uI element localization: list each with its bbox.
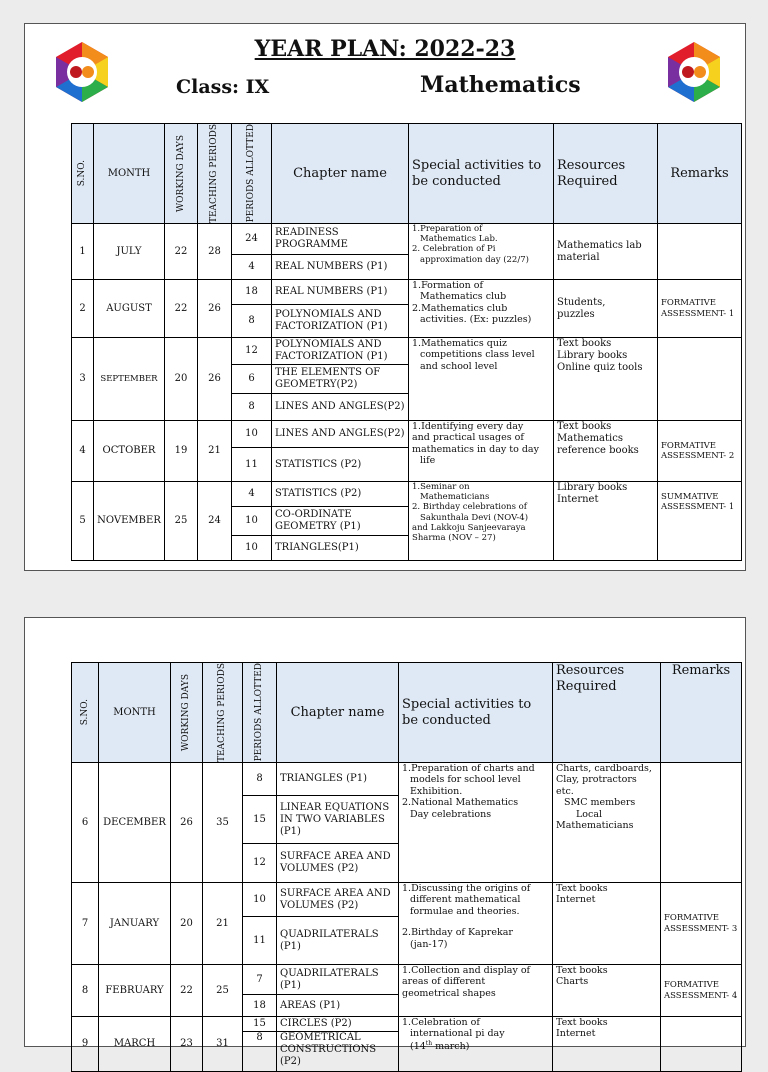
periods-cell: 8 — [243, 763, 277, 796]
table-row-january — [72, 883, 742, 917]
chapter-cell: TRIANGLES (P1) — [277, 763, 399, 796]
resources-cell: Text books Library books Online quiz tools — [554, 338, 658, 421]
periods-cell: 10 — [232, 507, 272, 536]
teaching-periods-cell: 24 — [198, 482, 232, 561]
teaching-periods-cell: 26 — [198, 338, 232, 421]
sno-cell: 4 — [72, 421, 94, 482]
periods-cell: 4 — [232, 482, 272, 507]
periods-cell: 6 — [232, 365, 272, 394]
activities-cell: 1.Discussing the origins of different mathematical formulae and theories. 2.Birthday of Kaprekar (jan-17) — [399, 883, 553, 965]
col-resources: Resources Required — [554, 124, 658, 224]
periods-cell: 8 — [232, 394, 272, 421]
remarks-cell — [661, 1017, 742, 1072]
year-plan-table-2 — [71, 662, 742, 1072]
sno-cell: 8 — [72, 965, 99, 1017]
col-month: MONTH — [94, 124, 165, 224]
chapter-cell: POLYNOMIALS AND FACTORIZATION (P1) — [272, 338, 409, 365]
chapter-cell: REAL NUMBERS (P1) — [272, 280, 409, 305]
remarks-cell — [658, 338, 742, 421]
chapter-cell: TRIANGLES(P1) — [272, 536, 409, 561]
col-chapter: Chapter name — [277, 663, 399, 763]
resources-cell: Text books Internet — [553, 883, 661, 965]
periods-cell: 11 — [232, 448, 272, 482]
working-days-cell: 20 — [171, 883, 203, 965]
activities-cell: 1.Formation of Mathematics club 2.Mathematics club activities. (Ex: puzzles) — [409, 280, 554, 338]
periods-cell: 12 — [232, 338, 272, 365]
periods-cell: 4 — [232, 255, 272, 280]
activities-cell: 1.Mathematics quiz competitions class level and school level — [409, 338, 554, 421]
table-row-october — [72, 421, 742, 448]
working-days-cell: 22 — [171, 965, 203, 1017]
table-row-september — [72, 338, 742, 365]
chapter-cell: AREAS (P1) — [277, 995, 399, 1017]
remarks-cell: FORMATIVE ASSESSMENT- 3 — [661, 883, 742, 965]
periods-cell: 18 — [243, 995, 277, 1017]
month-cell: FEBRUARY — [99, 965, 171, 1017]
chapter-cell: LINES AND ANGLES(P2) — [272, 421, 409, 448]
col-special-activities: Special activities to be conducted — [409, 124, 554, 224]
periods-cell: 15 — [243, 1017, 277, 1032]
periods-cell: 11 — [243, 917, 277, 965]
col-sno: S.NO. — [72, 124, 94, 224]
col-working-days: WORKING DAYS — [171, 663, 203, 763]
remarks-cell: FORMATIVE ASSESSMENT- 4 — [661, 965, 742, 1017]
col-periods-allotted: PERIODS ALLOTTED — [243, 663, 277, 763]
chapter-cell: READINESS PROGRAMME — [272, 224, 409, 255]
sno-cell: 9 — [72, 1017, 99, 1072]
working-days-cell: 22 — [165, 280, 198, 338]
class-label: Class: IX — [176, 76, 270, 98]
table-header-row — [72, 663, 742, 763]
resources-cell: Text books Mathematics reference books — [554, 421, 658, 482]
subject-label: Mathematics — [420, 72, 581, 98]
periods-cell: 18 — [232, 280, 272, 305]
periods-cell: 15 — [243, 796, 277, 844]
chapter-cell: REAL NUMBERS (P1) — [272, 255, 409, 280]
month-cell: NOVEMBER — [94, 482, 165, 561]
remarks-cell: SUMMATIVE ASSESSMENT- 1 — [658, 482, 742, 561]
month-cell: AUGUST — [94, 280, 165, 338]
chapter-cell: SURFACE AREA AND VOLUMES (P2) — [277, 883, 399, 917]
month-cell: SEPTEMBER — [94, 338, 165, 421]
teaching-periods-cell: 31 — [203, 1017, 243, 1072]
col-teaching-periods: TEACHING PERIODS — [198, 124, 232, 224]
remarks-cell: FORMATIVE ASSESSMENT- 2 — [658, 421, 742, 482]
col-resources: Resources Required — [553, 663, 661, 763]
col-remarks: Remarks — [658, 124, 742, 224]
working-days-cell: 25 — [165, 482, 198, 561]
activities-cell: 1.Preparation of Mathematics Lab. 2. Celebration of Pi approximation day (22/7) — [409, 224, 554, 280]
chapter-cell: POLYNOMIALS AND FACTORIZATION (P1) — [272, 305, 409, 338]
resources-cell: Charts, cardboards, Clay, protractors etc. SMC members Local Mathematicians — [553, 763, 661, 883]
working-days-cell: 19 — [165, 421, 198, 482]
teaching-periods-cell: 26 — [198, 280, 232, 338]
page-1 — [24, 23, 746, 571]
activities-cell: 1.Seminar on Mathematicians 2. Birthday celebrations of Sakunthala Devi (NOV-4) and Lakkoju Sanjeevaraya Sharma (NOV – 27) — [409, 482, 554, 561]
teaching-periods-cell: 21 — [198, 421, 232, 482]
chapter-cell: STATISTICS (P2) — [272, 448, 409, 482]
month-cell: MARCH — [99, 1017, 171, 1072]
remarks-cell — [658, 224, 742, 280]
table-header-row — [72, 124, 742, 224]
periods-cell: 10 — [232, 421, 272, 448]
page-title: YEAR PLAN: 2022-23 — [254, 36, 516, 62]
teaching-periods-cell: 25 — [203, 965, 243, 1017]
col-chapter: Chapter name — [272, 124, 409, 224]
month-cell: JANUARY — [99, 883, 171, 965]
resources-cell: Library books Internet — [554, 482, 658, 561]
teaching-periods-cell: 21 — [203, 883, 243, 965]
working-days-cell: 22 — [165, 224, 198, 280]
working-days-cell: 20 — [165, 338, 198, 421]
chapter-cell: SURFACE AREA AND VOLUMES (P2) — [277, 844, 399, 883]
chapter-cell: QUADRILATERALS (P1) — [277, 917, 399, 965]
table-row-march — [72, 1017, 742, 1032]
remarks-cell — [661, 763, 742, 883]
remarks-cell: FORMATIVE ASSESSMENT- 1 — [658, 280, 742, 338]
periods-cell: 8 — [243, 1032, 277, 1072]
teaching-periods-cell: 35 — [203, 763, 243, 883]
chapter-cell: CIRCLES (P2) — [277, 1017, 399, 1032]
periods-cell: 7 — [243, 965, 277, 995]
activities-cell: 1.Preparation of charts and models for school level Exhibition. 2.National Mathematics Day celebrations — [399, 763, 553, 883]
resources-cell: Text books Charts — [553, 965, 661, 1017]
month-cell: OCTOBER — [94, 421, 165, 482]
col-sno: S.NO. — [72, 663, 99, 763]
col-special-activities: Special activities to be conducted — [399, 663, 553, 763]
activities-cell: 1.Collection and display of areas of different geometrical shapes — [399, 965, 553, 1017]
month-cell: JULY — [94, 224, 165, 280]
sno-cell: 5 — [72, 482, 94, 561]
chapter-cell: GEOMETRICAL CONSTRUCTIONS (P2) — [277, 1032, 399, 1072]
chapter-cell: STATISTICS (P2) — [272, 482, 409, 507]
table-row-february — [72, 965, 742, 995]
year-plan-table-1 — [71, 123, 742, 561]
working-days-cell: 26 — [171, 763, 203, 883]
col-month: MONTH — [99, 663, 171, 763]
activities-cell: 1.Identifying every day and practical usages of mathematics in day to day life — [409, 421, 554, 482]
table-row-november — [72, 482, 742, 507]
col-periods-allotted: PERIODS ALLOTTED — [232, 124, 272, 224]
month-cell: DECEMBER — [99, 763, 171, 883]
sno-cell: 6 — [72, 763, 99, 883]
working-days-cell: 23 — [171, 1017, 203, 1072]
resources-cell: Mathematics lab material — [554, 224, 658, 280]
chapter-cell: CO-ORDINATE GEOMETRY (P1) — [272, 507, 409, 536]
table-row-august — [72, 280, 742, 305]
sno-cell: 3 — [72, 338, 94, 421]
sno-cell: 2 — [72, 280, 94, 338]
sno-cell: 1 — [72, 224, 94, 280]
chapter-cell: QUADRILATERALS (P1) — [277, 965, 399, 995]
col-teaching-periods: TEACHING PERIODS — [203, 663, 243, 763]
table-row-july — [72, 224, 742, 255]
resources-cell: Students, puzzles — [554, 280, 658, 338]
col-working-days: WORKING DAYS — [165, 124, 198, 224]
col-remarks: Remarks — [661, 663, 742, 763]
sno-cell: 7 — [72, 883, 99, 965]
resources-cell: Text books Internet — [553, 1017, 661, 1072]
chapter-cell: THE ELEMENTS OF GEOMETRY(P2) — [272, 365, 409, 394]
table-row-december — [72, 763, 742, 796]
chapter-cell: LINEAR EQUATIONS IN TWO VARIABLES (P1) — [277, 796, 399, 844]
page-2 — [24, 617, 746, 1068]
periods-cell: 24 — [232, 224, 272, 255]
periods-cell: 10 — [243, 883, 277, 917]
periods-cell: 8 — [232, 305, 272, 338]
periods-cell: 10 — [232, 536, 272, 561]
teaching-periods-cell: 28 — [198, 224, 232, 280]
activities-cell: 1.Celebration of international pi day (14th march) — [399, 1017, 553, 1072]
periods-cell: 12 — [243, 844, 277, 883]
chapter-cell: LINES AND ANGLES(P2) — [272, 394, 409, 421]
